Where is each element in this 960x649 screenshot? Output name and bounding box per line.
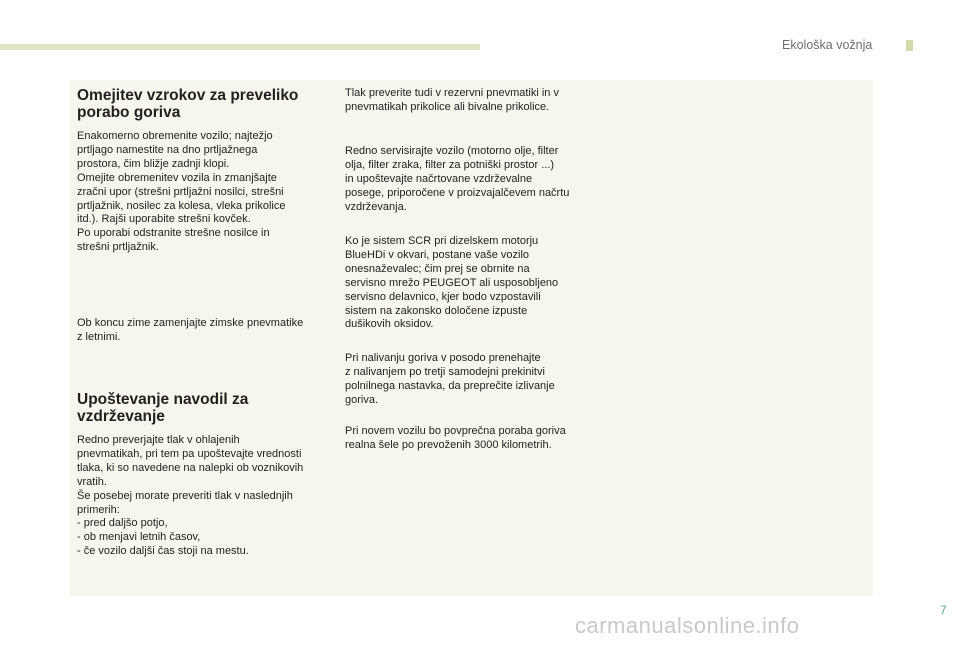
heading-maintenance: Upoštevanje navodil za vzdrževanje xyxy=(77,391,249,425)
left-para-load xyxy=(77,130,332,255)
left-heading-maintenance xyxy=(77,391,332,425)
paragraph-load: Enakomerno obremenite vozilo; najtežjo prtljago namestite na dno prtljažnega prostora, čim bližje zadnji klopi. Omejite obremenitev vozila in zmanjšajte zračni upor (strešni prtljažni nosilci, strešni prtljažnik, nosilec za kolesa, vleka prikolice itd.). Rajši uporabite strešni kovček. Po uporabi odstranite strešne nosilce in strešni prtljažnik. xyxy=(77,130,286,254)
paragraph-new-vehicle: Pri novem vozilu bo povprečna poraba goriva realna šele po prevoženih 3000 kilometrih. xyxy=(345,425,566,451)
right-para-service xyxy=(345,145,605,215)
left-para-tyres xyxy=(77,317,332,345)
left-column xyxy=(77,87,332,121)
left-para-pressure xyxy=(77,434,337,559)
right-para-refuel xyxy=(345,352,605,408)
paragraph-winter-tyres: Ob koncu zime zamenjajte zimske pnevmatike z letnimi. xyxy=(77,317,304,343)
header-accent-bar xyxy=(0,44,480,50)
heading-fuel-consumption: Omejitev vzrokov za preveliko porabo goriva xyxy=(77,87,299,121)
page-number: 7 xyxy=(940,603,947,617)
paragraph-scr-system: Ko je sistem SCR pri dizelskem motorju BlueHDi v okvari, postane vaše vozilo onesnaževalec; čim prej se obrnite na servisno mrežo PEUGEOT ali usposobljeno servisno delavnico, kjer bodo vzpostavili sistem na zakonsko določene izpuste dušikovih oksidov. xyxy=(345,235,559,331)
right-para-scr xyxy=(345,235,605,332)
paragraph-servicing: Redno servisirajte vozilo (motorno olje, filter olja, filter zraka, filter za potniški prostor ...) in upoštevajte načrtovane vzdrževalne posege, priporočene v proizvajalčevem načrtu vzdrževanja. xyxy=(345,145,570,213)
paragraph-tyre-pressure: Redno preverjajte tlak v ohlajenih pnevmatikah, pri tem pa upoštevajte vrednosti tlaka, ki so navedene na nalepki ob voznikovih vratih. Še posebej morate preveriti tlak v naslednjih primerih: - pred daljšo potjo, - ob menjavi letnih časov, - če vozilo daljši čas stoji na mestu. xyxy=(77,434,304,558)
section-title: Ekološka vožnja xyxy=(782,38,873,52)
watermark: carmanualsonline.info xyxy=(575,613,800,638)
section-marker xyxy=(906,40,913,51)
right-para-new-vehicle xyxy=(345,425,605,453)
right-para-spare xyxy=(345,87,605,115)
paragraph-refuelling: Pri nalivanju goriva v posodo prenehajte z nalivanjem po tretji samodejni prekinitvi polnilnega nastavka, da preprečite izlivanje goriva. xyxy=(345,352,555,406)
paragraph-spare-tyre: Tlak preverite tudi v rezervni pnevmatiki in v pnevmatikah prikolice ali bivalne prikolice. xyxy=(345,87,559,113)
